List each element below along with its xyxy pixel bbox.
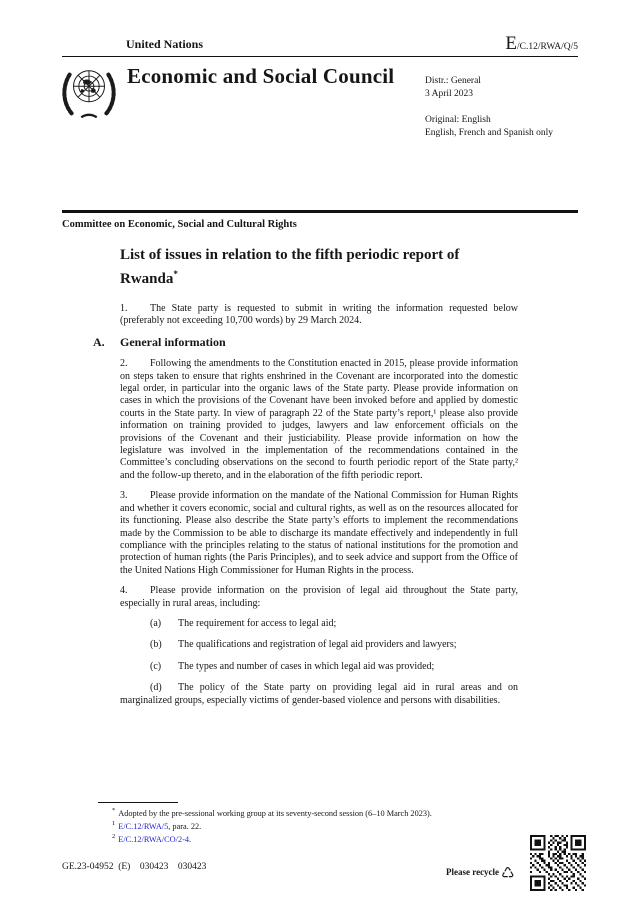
list-item-text: The requirement for access to legal aid; (178, 617, 337, 629)
document-title-line2: Rwanda (120, 271, 174, 287)
original-language-line: Original: English (425, 115, 491, 125)
section-label: A. (93, 334, 105, 349)
list-item-label: (d) (150, 682, 162, 694)
distribution-block (425, 75, 553, 140)
recycle-icon: ♺ (501, 864, 515, 882)
footnote-marker: * (112, 807, 116, 814)
document-body (93, 246, 518, 716)
list-item-b (120, 639, 518, 651)
paragraph-4 (120, 585, 518, 610)
footnote-separator (98, 802, 178, 803)
distr-line: Distr.: General (425, 76, 481, 86)
list-item-text: The types and number of cases in which legal aid was provided; (178, 660, 435, 672)
document-title (120, 246, 518, 289)
doc-symbol-prefix: E (505, 33, 518, 54)
paragraph-number: 3. (120, 490, 128, 502)
list-item-label: (b) (150, 639, 162, 651)
document-link[interactable]: E/C.12/RWA/CO/2-4 (118, 834, 190, 844)
footnotes (112, 806, 532, 845)
list-item-label: (a) (150, 617, 162, 629)
qr-code-icon (530, 835, 586, 896)
please-recycle-label (446, 864, 515, 882)
recycle-text: Please recycle (446, 867, 500, 877)
footnote-marker: 1 (112, 819, 116, 827)
paragraph-text: Please provide information on the mandate of the National Commission for Human Rights and whether it covers economic, social and cultural rights, as well as on the resources allocated for its functioning. Please also describe the State party’s efforts to implement the recommendations made by the Commission to be able to discharge its mandate effectively and independently in full compliance with the principles relating to the status of national institutions for the promotion and protection of human rights (the Paris Principles), and to seek advice and support from the Office of the United Nations High Commissioner for Human Rights in the process. (120, 490, 518, 576)
paragraph-1 (120, 303, 518, 328)
paragraph-3 (120, 490, 518, 577)
document-title-line1: List of issues in relation to the fifth periodic report of (120, 247, 460, 263)
paragraph-text: Following the amendments to the Constitution enacted in 2015, please provide information on steps taken to ensure that rights enshrined in the Covenant are incorporated into the domestic legal order, in particular into the organic laws of the State party. Please provide information on cases in which the provisions of the Covenant have been invoked before and applied by domestic courts in the State party. In view of paragraph 22 of the State party’s report,¹ please also provide information on training provided to judges, lawyers and law enforcement officials on the provisions of the Covenant and their justiciability. Please provide information on how the legislature was involved in the implementation of the recommendations contained in the Committee’s concluding observations on the second to fourth periodic report of the State party,² and the follow-up thereto, and in the elaboration of the fifth periodic report. (120, 358, 518, 481)
footnote-text: Adopted by the pre-sessional working group at its seventy-second session (6–10 March 2023). (118, 808, 432, 818)
document-link[interactable]: E/C.12/RWA/5 (118, 821, 169, 831)
languages-line: English, French and Spanish only (425, 128, 553, 138)
footnote-text: . (189, 834, 192, 844)
paragraph-2 (120, 358, 518, 482)
list-item-c (120, 661, 518, 673)
list-item-label: (c) (150, 660, 162, 672)
list-item-text: The qualifications and registration of legal aid providers and lawyers; (178, 639, 457, 651)
list-item-d (120, 682, 518, 707)
date-line: 3 April 2023 (425, 89, 474, 99)
document-reference-number: GE.23-04952 (E) 030423 030423 (62, 862, 207, 872)
paragraph-number: 2. (120, 358, 128, 370)
committee-name: Committee on Economic, Social and Cultural Rights (62, 219, 297, 230)
paragraph-text: Please provide information on the provision of legal aid throughout the State party, especially in rural areas, including: (120, 585, 518, 609)
un-emblem-icon (58, 62, 120, 129)
footnote-1 (112, 819, 532, 832)
list-item-a (120, 618, 518, 630)
document-symbol (505, 33, 578, 55)
section-a-heading (93, 336, 518, 348)
paragraph-number: 4. (120, 585, 128, 597)
footnote-asterisk (112, 806, 532, 819)
paragraph-number: 1. (120, 303, 128, 314)
page-title: Economic and Social Council (127, 64, 395, 88)
doc-symbol-suffix: /C.12/RWA/Q/5 (517, 42, 578, 52)
footnote-2 (112, 832, 532, 845)
united-nations-label: United Nations (126, 37, 204, 51)
spacer (425, 101, 553, 114)
footnote-marker: 2 (112, 832, 116, 840)
list-item-text: The policy of the State party on providing legal aid in rural areas and on marginalized groups, especially victims of gender-based violence and persons with disabilities. (120, 682, 518, 706)
section-divider-rule (62, 210, 578, 213)
header-rule (62, 56, 578, 57)
section-title: General information (120, 334, 226, 349)
title-footnote-marker: * (173, 269, 178, 279)
footnote-text: , para. 22. (168, 821, 202, 831)
paragraph-text: The State party is requested to submit in writing the information requested below (preferably not exceeding 10,700 words) by 29 March 2024. (120, 303, 518, 327)
